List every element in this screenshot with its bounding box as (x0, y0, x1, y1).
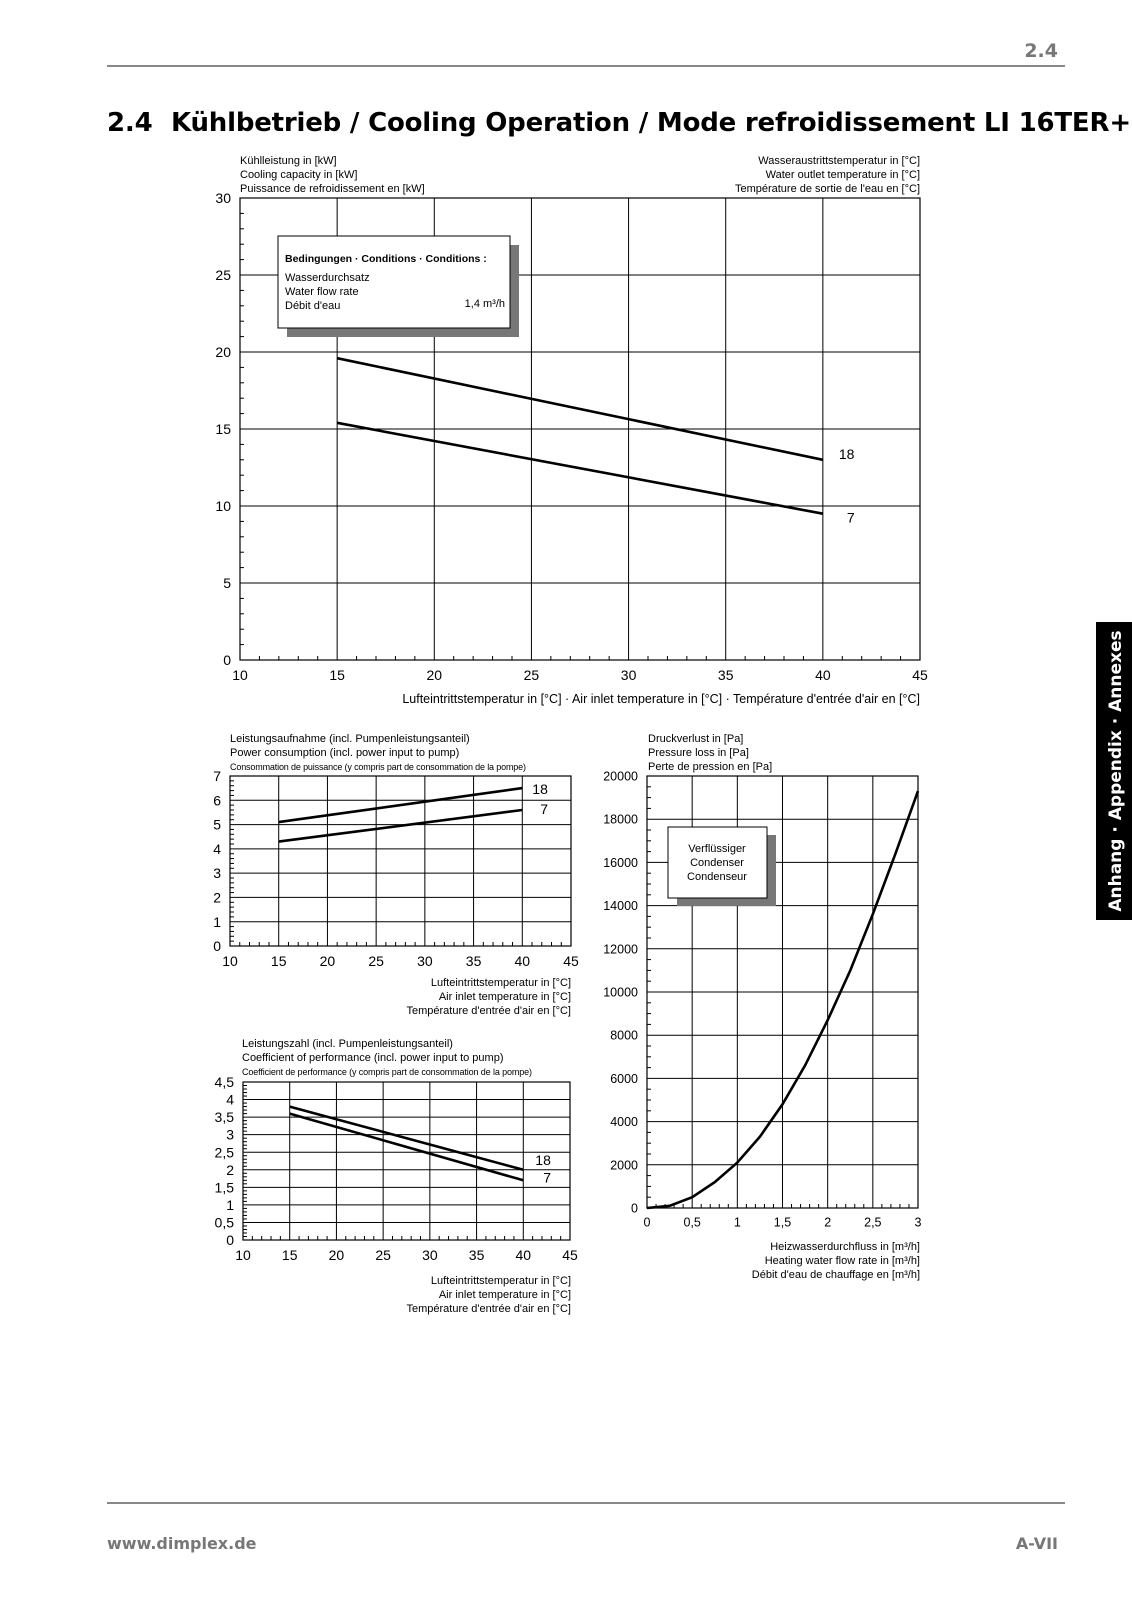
y-tick-label: 2000 (610, 1158, 638, 1173)
x-tick-label: 45 (563, 953, 579, 969)
series-label: 7 (543, 1169, 552, 1186)
footer-website[interactable]: www.dimplex.de (107, 1534, 257, 1553)
x-tick-label: 20 (426, 667, 443, 683)
title-number: 2.4 (107, 108, 153, 138)
conditions-line1: Wasserdurchsatz (285, 272, 370, 284)
x-axis-label: Température d'entrée d'air en [°C] (406, 1303, 571, 1315)
condenser-line1: Verflüssiger (688, 843, 746, 855)
x-tick-label: 2 (824, 1215, 832, 1230)
y-tick-label: 10000 (603, 985, 638, 1000)
y-tick-label: 7 (213, 768, 221, 785)
conditions-box (278, 236, 519, 337)
y-tick-label: 0,5 (214, 1214, 234, 1231)
y-tick-label: 4 (213, 840, 221, 857)
y-axis-label: Leistungsaufnahme (incl. Pumpenleistungsanteil) (230, 733, 470, 745)
x-tick-label: 10 (235, 1247, 251, 1263)
y-tick-label: 15 (215, 421, 231, 438)
series-label: 18 (838, 445, 855, 462)
y-axis-label: Coefficient of performance (incl. power input to pump) (242, 1052, 504, 1064)
y-tick-label: 8000 (610, 1028, 638, 1043)
x-axis-label: Lufteintrittstemperatur in [°C] (430, 977, 571, 989)
y-axis-label: Cooling capacity in [kW] (240, 169, 358, 181)
chart-4 (603, 733, 921, 1281)
conditions-heading: Bedingungen · Conditions · Conditions : (285, 253, 487, 265)
condenser-box (668, 827, 776, 906)
y-tick-label: 14000 (603, 899, 638, 914)
x-tick-label: 40 (815, 667, 831, 683)
header-section-number: 2.4 (1024, 40, 1058, 62)
y-tick-label: 30 (215, 190, 231, 207)
footer-page-number: A-VII (1015, 1534, 1058, 1553)
x-tick-label: 0,5 (683, 1215, 701, 1230)
x-tick-label: 30 (422, 1247, 438, 1263)
x-tick-label: 45 (562, 1247, 578, 1263)
y-tick-label: 12000 (603, 942, 638, 957)
x-tick-label: 25 (368, 953, 384, 969)
conditions-value: 1,4 m³/h (464, 298, 505, 310)
x-tick-label: 40 (514, 953, 531, 969)
y-axis-label: Coefficient de performance (y compris part de consommation de la pompe) (242, 1067, 532, 1077)
y-tick-label: 2,5 (214, 1144, 234, 1161)
y-tick-label: 3 (226, 1126, 234, 1143)
x-tick-label: 45 (912, 667, 928, 683)
x-tick-label: 0 (643, 1215, 651, 1230)
x-axis-label: Air inlet temperature in [°C] (438, 1289, 571, 1301)
y-axis-label: Perte de pression en [Pa] (648, 761, 773, 773)
x-tick-label: 35 (465, 953, 482, 969)
y-tick-label: 5 (213, 816, 221, 833)
x-tick-label: 20 (328, 1247, 345, 1263)
x-axis-label: Heating water flow rate in [m³/h] (764, 1255, 920, 1267)
y-tick-label: 1 (226, 1196, 234, 1213)
y-tick-label: 10 (215, 498, 231, 515)
y-tick-label: 2 (226, 1161, 234, 1178)
chart-2 (213, 733, 579, 1017)
condenser-line2: Condenser (690, 857, 744, 869)
x-tick-label: 30 (620, 667, 637, 683)
title-text: Kühlbetrieb / Cooling Operation / Mode refroidissement LI 16TER+ (171, 108, 1131, 138)
series-line-18 (290, 1107, 524, 1170)
legend-title: Wasseraustrittstemperatur in [°C] (758, 155, 920, 167)
y-axis-label: Leistungszahl (incl. Pumpenleistungsanteil) (242, 1038, 453, 1050)
y-axis-label: Pressure loss in [Pa] (648, 747, 749, 759)
y-tick-label: 5 (223, 575, 231, 592)
y-tick-label: 0 (631, 1201, 638, 1216)
x-tick-label: 15 (329, 667, 345, 683)
y-tick-label: 4,5 (214, 1074, 234, 1091)
y-tick-label: 6 (213, 792, 221, 809)
side-tab-label: Anhang · Appendix · Annexes (1106, 630, 1126, 912)
series-line-7 (337, 423, 823, 514)
y-tick-label: 4 (226, 1091, 234, 1108)
series-label: 18 (532, 781, 548, 798)
y-axis-label: Kühlleistung in [kW] (240, 155, 337, 167)
x-tick-label: 30 (417, 953, 433, 969)
x-tick-label: 25 (375, 1247, 391, 1263)
y-tick-label: 0 (213, 938, 221, 955)
condenser-line3: Condenseur (687, 871, 747, 883)
y-tick-label: 0 (226, 1232, 234, 1249)
legend-title: Température de sortie de l'eau en [°C] (734, 183, 920, 195)
x-axis-label: Débit d'eau de chauffage en [m³/h] (751, 1269, 920, 1281)
legend-title: Water outlet temperature in [°C] (765, 169, 920, 181)
x-tick-label: 25 (523, 667, 540, 683)
series-label: 18 (535, 1151, 551, 1168)
x-tick-label: 3 (914, 1215, 922, 1230)
series-label: 7 (540, 801, 549, 817)
y-tick-label: 18000 (603, 812, 638, 827)
x-tick-label: 15 (281, 1247, 298, 1263)
series-line-18 (337, 358, 823, 460)
series-label: 7 (846, 509, 855, 526)
y-tick-label: 20 (215, 344, 231, 361)
x-tick-label: 2,5 (864, 1215, 882, 1230)
x-tick-label: 35 (468, 1247, 485, 1263)
series-line-7 (290, 1114, 524, 1181)
y-axis-label: Consommation de puissance (y compris part de consommation de la pompe) (230, 762, 526, 772)
series-line-18 (279, 788, 523, 822)
x-axis-label: Lufteintrittstemperatur in [°C] (430, 1275, 571, 1287)
x-tick-label: 20 (319, 953, 336, 969)
y-tick-label: 16000 (603, 855, 638, 870)
y-tick-label: 2 (213, 889, 221, 906)
y-tick-label: 1 (213, 913, 221, 930)
plot-frame (243, 1082, 570, 1240)
y-axis-label: Druckverlust in [Pa] (648, 733, 744, 745)
conditions-line3: Débit d'eau (285, 300, 341, 312)
y-tick-label: 6000 (610, 1071, 638, 1086)
x-tick-label: 15 (270, 953, 287, 969)
plot-frame (230, 776, 571, 946)
x-axis-label: Air inlet temperature in [°C] (438, 991, 571, 1003)
conditions-line2: Water flow rate (285, 286, 359, 298)
y-tick-label: 20000 (603, 769, 638, 784)
x-tick-label: 1 (733, 1215, 741, 1230)
x-tick-label: 35 (717, 667, 734, 683)
x-tick-label: 10 (232, 667, 248, 683)
series-line-7 (279, 810, 523, 842)
x-tick-label: 40 (515, 1247, 532, 1263)
x-tick-label: 1,5 (773, 1215, 792, 1230)
y-tick-label: 3 (213, 865, 221, 882)
y-tick-label: 3,5 (214, 1109, 234, 1126)
y-tick-label: 25 (215, 267, 231, 284)
y-tick-label: 0 (223, 652, 231, 669)
x-axis-label: Heizwasserdurchfluss in [m³/h] (770, 1241, 920, 1253)
y-axis-label: Power consumption (incl. power input to pump) (230, 747, 460, 759)
chart-3 (215, 1038, 578, 1315)
footer-rule (107, 1502, 1065, 1504)
y-axis-label: Puissance de refroidissement en [kW] (240, 183, 425, 195)
y-tick-label: 4000 (610, 1115, 638, 1130)
x-axis-label: Lufteintrittstemperatur in [°C] · Air inlet temperature in [°C] · Température d'entrée d'air en [°C] (402, 692, 920, 706)
x-tick-label: 10 (222, 953, 238, 969)
x-axis-label: Température d'entrée d'air en [°C] (406, 1005, 571, 1017)
y-tick-label: 1,5 (214, 1179, 234, 1196)
